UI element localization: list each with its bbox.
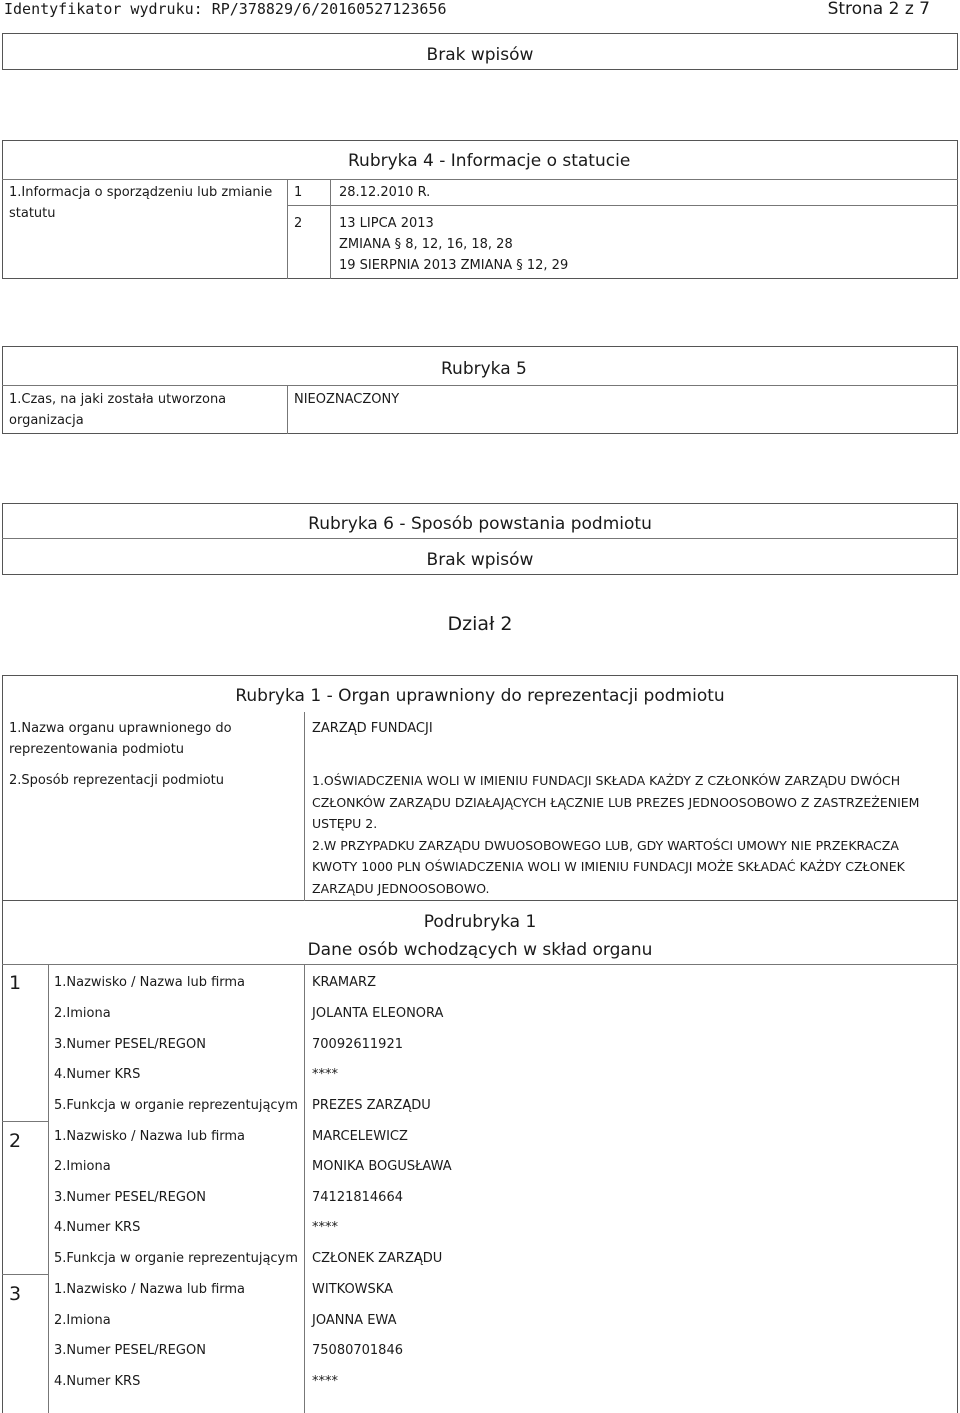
names-value: JOANNA EWA bbox=[312, 1313, 397, 1328]
rubryka-5-label: 1.Czas, na jaki została utworzona organizacja bbox=[9, 392, 227, 428]
krs-value: **** bbox=[312, 1374, 338, 1389]
pesel-value: 74121814664 bbox=[312, 1190, 403, 1205]
statute-row-num: 2 bbox=[294, 216, 303, 231]
statute-row-value: 28.12.2010 R. bbox=[339, 185, 431, 200]
function-label: 5.Funkcja w organie reprezentującym bbox=[54, 1098, 298, 1113]
podrubryka-title: Podrubryka 1 bbox=[423, 912, 537, 932]
empty-entry-text: Brak wpisów bbox=[426, 45, 534, 65]
krs-label: 4.Numer KRS bbox=[54, 1374, 141, 1389]
pesel-label: 3.Numer PESEL/REGON bbox=[54, 1190, 206, 1205]
statute-row-num: 1 bbox=[294, 185, 303, 200]
names-value: JOLANTA ELEONORA bbox=[312, 1006, 444, 1021]
names-label: 2.Imiona bbox=[54, 1159, 111, 1174]
pesel-value: 75080701846 bbox=[312, 1343, 403, 1358]
krs-label: 4.Numer KRS bbox=[54, 1220, 141, 1235]
rubryka-5-value: NIEOZNACZONY bbox=[294, 392, 400, 407]
surname-value: WITKOWSKA bbox=[312, 1282, 393, 1297]
rubryka-1-title: Rubryka 1 - Organ uprawniony do reprezentacji podmiotu bbox=[235, 686, 725, 706]
rubryka-4-title: Rubryka 4 - Informacje o statucie bbox=[348, 151, 631, 171]
function-label: 5.Funkcja w organie reprezentującym bbox=[54, 1251, 298, 1266]
surname-label: 1.Nazwisko / Nazwa lub firma bbox=[54, 1282, 246, 1297]
organ-name-label: 1.Nazwa organu uprawnionego do reprezentowania podmiotu bbox=[9, 721, 232, 757]
rubryka-6-title: Rubryka 6 - Sposób powstania podmiotu bbox=[308, 514, 652, 534]
surname-value: MARCELEWICZ bbox=[312, 1129, 408, 1144]
rubryka-5-title: Rubryka 5 bbox=[441, 359, 527, 379]
person-index: 1 bbox=[9, 972, 22, 994]
rubryka-6-empty: Brak wpisów bbox=[426, 550, 534, 570]
names-label: 2.Imiona bbox=[54, 1006, 111, 1021]
page-number: Strona 2 z 7 bbox=[827, 0, 930, 19]
section-title-dzial-2: Dział 2 bbox=[447, 613, 513, 635]
function-value: PREZES ZARZĄDU bbox=[312, 1098, 431, 1113]
krs-value: **** bbox=[312, 1220, 338, 1235]
podrubryka-subtitle: Dane osób wchodzących w skład organu bbox=[307, 940, 653, 960]
statute-row-value: 13 LIPCA 2013 ZMIANA § 8, 12, 16, 18, 28 19 SIERPNIA 2013 ZMIANA § 12, 29 bbox=[339, 216, 569, 273]
names-label: 2.Imiona bbox=[54, 1313, 111, 1328]
surname-value: KRAMARZ bbox=[312, 975, 376, 990]
pesel-value: 70092611921 bbox=[312, 1037, 403, 1052]
names-value: MONIKA BOGUSŁAWA bbox=[312, 1159, 452, 1174]
surname-label: 1.Nazwisko / Nazwa lub firma bbox=[54, 975, 246, 990]
function-value: CZŁONEK ZARZĄDU bbox=[312, 1251, 443, 1266]
person-index: 2 bbox=[9, 1130, 22, 1152]
krs-value: **** bbox=[312, 1067, 338, 1082]
empty-entry-box bbox=[2, 33, 958, 70]
pesel-label: 3.Numer PESEL/REGON bbox=[54, 1343, 206, 1358]
representation-method-text: 1.OŚWIADCZENIA WOLI W IMIENIU FUNDACJI SKŁADA KAŻDY Z CZŁONKÓW ZARZĄDU DWÓCH CZŁONKÓW ZARZĄDU DZIAŁAJĄCYCH ŁĄCZNIE LUB PREZES JEDNOOSOBOWO Z ZASTRZEŻENIEM USTĘPU 2. 2.W PRZYPADKU ZARZĄDU DWUOSOBOWEGO LUB, GDY WARTOŚCI UMOWY NIE PRZEKRACZA KWOTY 1000 PLN OŚWIADCZENIA WOLI W IMIENIU FUNDACJI MOŻE SKŁADAĆ KAŻDY CZŁONEK ZARZĄDU JEDNOOSOBOWO. bbox=[312, 773, 920, 896]
organ-name-value: ZARZĄD FUNDACJI bbox=[312, 721, 433, 736]
surname-label: 1.Nazwisko / Nazwa lub firma bbox=[54, 1129, 246, 1144]
rubryka-4-label: 1.Informacja o sporządzeniu lub zmianie statutu bbox=[9, 185, 273, 221]
pesel-label: 3.Numer PESEL/REGON bbox=[54, 1037, 206, 1052]
print-identifier: Identyfikator wydruku: RP/378829/6/20160527123656 bbox=[4, 0, 447, 18]
representation-method-label: 2.Sposób reprezentacji podmiotu bbox=[9, 773, 224, 788]
person-index: 3 bbox=[9, 1283, 22, 1305]
krs-label: 4.Numer KRS bbox=[54, 1067, 141, 1082]
